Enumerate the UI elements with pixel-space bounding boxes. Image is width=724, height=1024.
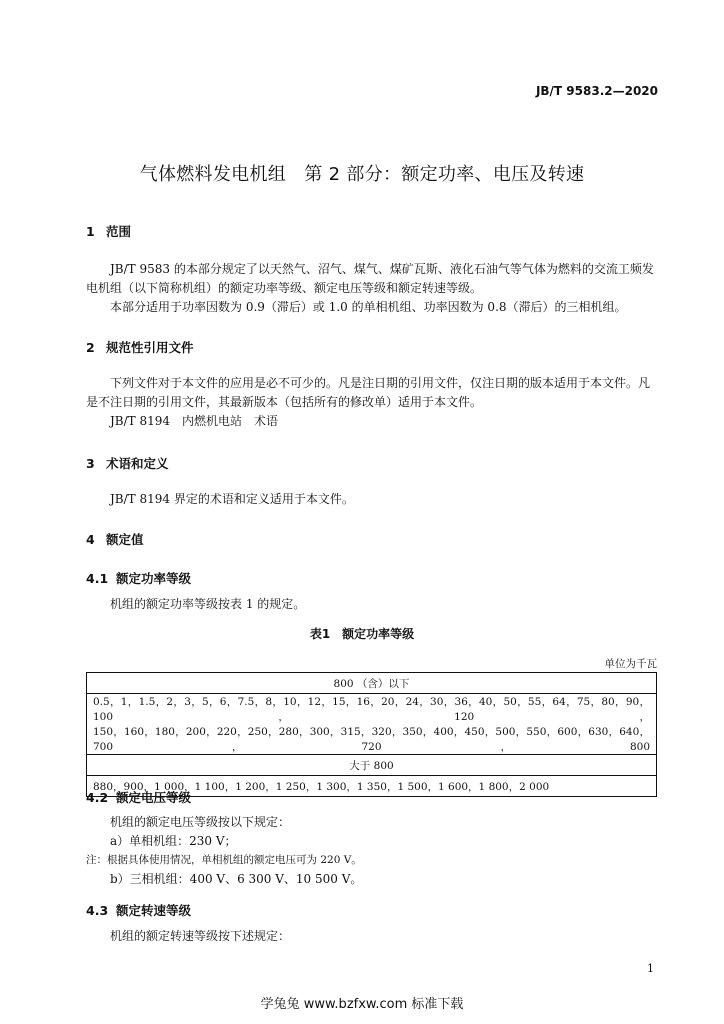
normative-reference: JB/T 8194 内燃机电站 术语 (110, 414, 279, 428)
section-4-3-paragraph: 机组的额定转速等级按下述规定： (110, 929, 291, 943)
page-number: 1 (647, 962, 654, 975)
section-4-1-heading (86, 569, 191, 587)
table-row (87, 724, 657, 755)
section-1-heading (86, 222, 131, 240)
document-title: 气体燃料发电机组 第 2 部分：额定功率、电压及转速 (139, 164, 585, 185)
table-caption: 表1 额定功率等级 (309, 627, 415, 641)
section-4-1-paragraph: 机组的额定功率等级按表 1 的规定。 (110, 597, 306, 611)
rated-power-table (86, 672, 657, 797)
section-number: 4.1 (86, 571, 109, 586)
section-3-heading (86, 454, 169, 472)
section-4-heading (86, 530, 144, 548)
table-group-header: 大于 800 (87, 755, 657, 776)
section-1-paragraph-1: JB/T 9583 的本部分规定了以天然气、沼气、煤气、煤矿瓦斯、液化石油气等气体为燃料的交流工频发电机组（以下简称机组）的额定功率等级、额定电压等级和额定转速等级。 (86, 262, 654, 295)
section-number: 4.3 (86, 903, 109, 918)
table-cell: 150，160，180，200，220，250，280，300，315，320，350，400，450，500，550，600，630，640，700，720，800 (87, 724, 657, 755)
table-cell: 880，900，1 000，1 100，1 200，1 250，1 300，1 350，1 500，1 600，1 800，2 000 (87, 776, 657, 797)
table-cell: 0.5，1，1.5，2，3，5，6，7.5，8，10，12，15，16，20，24，30，36，40，50，55，64，75，80，90，100，120， (87, 694, 657, 725)
section-1-paragraph-2: 本部分适用于功率因数为 0.9（滞后）或 1.0 的单相机组、功率因数为 0.8（滞后）的三相机组。 (110, 300, 627, 314)
section-number: 4 (86, 532, 95, 547)
section-number: 4.2 (86, 790, 109, 805)
table-unit: 单位为千瓦 (604, 658, 657, 670)
list-item-b: b）三相机组：400 V、6 300 V、10 500 V。 (110, 872, 363, 886)
section-number: 2 (86, 340, 95, 355)
table-group-header: 800 （含）以下 (87, 673, 657, 694)
list-item-a: a）单相机组：230 V； (110, 834, 237, 848)
section-2-paragraph-1: 下列文件对于本文件的应用是必不可少的。凡是注日期的引用文件，仅注日期的版本适用于本文件。凡是不注日期的引用文件，其最新版本（包括所有的修改单）适用于本文件。 (86, 376, 651, 409)
table-row (87, 755, 657, 776)
standard-code: JB/T 9583.2—2020 (535, 84, 658, 98)
section-title: 规范性引用文件 (106, 340, 194, 355)
section-title: 额定转速等级 (116, 903, 192, 918)
section-title: 范围 (106, 224, 132, 239)
note: 注：根据具体使用情况，单相机组的额定电压可为 220 V。 (86, 854, 362, 866)
section-number: 1 (86, 224, 95, 239)
table-row (87, 694, 657, 725)
section-3-paragraph-1: JB/T 8194 界定的术语和定义适用于本文件。 (110, 492, 354, 506)
section-title: 额定值 (106, 532, 144, 547)
watermark-footer: 学兔兔 www.bzfxw.com 标准下载 (260, 997, 464, 1012)
section-number: 3 (86, 456, 95, 471)
section-2-heading (86, 338, 194, 356)
section-title: 额定电压等级 (116, 790, 192, 805)
section-title: 额定功率等级 (116, 571, 192, 586)
section-4-2-heading (86, 788, 191, 806)
table-row (87, 673, 657, 694)
section-4-2-paragraph: 机组的额定电压等级按以下规定： (110, 815, 291, 829)
section-4-3-heading (86, 901, 191, 919)
section-title: 术语和定义 (106, 456, 169, 471)
